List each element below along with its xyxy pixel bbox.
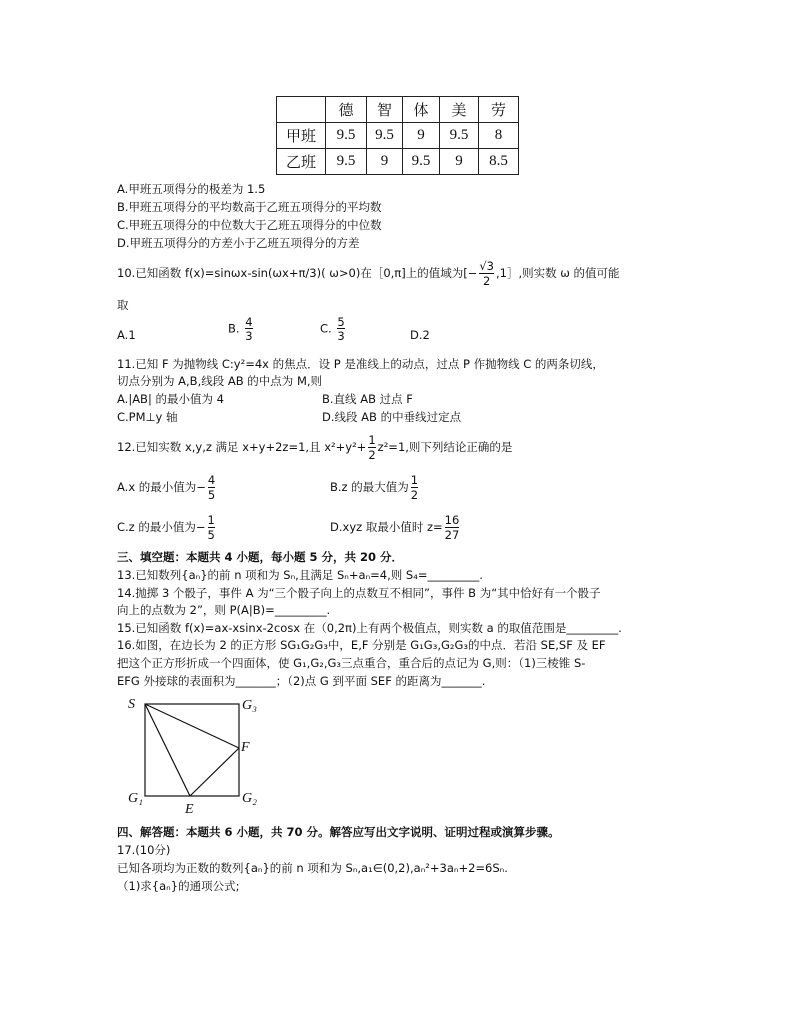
q10-option-b-den: 3: [245, 329, 253, 344]
label-g2: G₂: [242, 791, 257, 806]
table-cell: 9.5: [440, 123, 479, 149]
q12-option-a-den: 5: [207, 487, 216, 502]
q12-stem-b: z²=1,则下列结论正确的是: [377, 440, 513, 454]
q10-stem-b: ,1］,则实数 ω 的值可能: [495, 266, 620, 280]
q12-option-b-frac: [411, 474, 418, 500]
table-cell: 9.5: [326, 149, 367, 175]
label-s: S: [128, 697, 135, 712]
square-figure: [140, 700, 250, 810]
table-cell: 9.5: [403, 149, 440, 175]
q10-stem-a: 10.已知函数 f(x)=sinωx-sin(ωx+π/3)( ω>0)在［0,π]上的值域为[−: [117, 266, 478, 280]
q10-option-c-frac: [337, 316, 344, 342]
q12-option-c: [117, 508, 217, 546]
label-g3: G₃: [242, 698, 257, 713]
q12-half: [368, 434, 375, 460]
q12-option-b-label: B.z 的最大值为: [330, 480, 409, 494]
table-header-cell: [277, 97, 326, 123]
table-cell: 9: [367, 149, 403, 175]
q12-option-c-num: 1: [207, 513, 215, 528]
q10-option-b-frac: [245, 316, 252, 342]
q16-line1: 16.如图，在边长为 2 的正方形 SG₁G₂G₃中，E,F 分别是 G₁G₃,G₂G₃的中点．若沿 SE,SF 及 EF: [117, 638, 606, 652]
q12-stem-a: 12.已知实数 x,y,z 满足 x+y+2z=1,且 x²+y²+: [117, 440, 367, 454]
q10-option-c-num: 5: [337, 315, 345, 329]
q12-option-a: [117, 468, 217, 506]
q10-sqrt: √3: [479, 259, 494, 274]
table-cell: 9.5: [367, 123, 403, 149]
q9-option-d: D.甲班五项得分的方差小于乙班五项得分的方差: [117, 236, 360, 250]
q10-option-b-num: 4: [245, 315, 253, 329]
q10-den: 2: [479, 273, 494, 287]
section4-heading: 四、解答题：本题共 6 小题，共 70 分。解答应写出文字说明、证明过程或演算步骤。: [117, 825, 560, 839]
q15: 15.已知函数 f(x)=ax-xsinx-2cosx 在（0,2π)上有两个极值点，则实数 a 的取值范围是_________.: [117, 621, 622, 635]
q9-option-b: B.甲班五项得分的平均数高于乙班五项得分的平均数: [117, 200, 382, 214]
q12-stem: [117, 430, 512, 464]
table-header-row: [277, 97, 519, 123]
q12-option-c-label: C.z 的最小值为−: [117, 520, 206, 534]
q11-line1: 11.已知 F 为抛物线 C:y²=4x 的焦点．设 P 是准线上的动点，过点 P 作抛物线 C 的两条切线，: [117, 357, 604, 371]
q11-option-d: D.线段 AB 的中垂线过定点: [322, 410, 462, 424]
table-header-cell: 德: [326, 97, 367, 123]
q12-option-a-label: A.x 的最小值为−: [117, 480, 206, 494]
q11-option-b: B.直线 AB 过点 F: [322, 392, 413, 406]
table-row: [277, 123, 519, 149]
segment-se: [145, 704, 190, 796]
score-table: [276, 96, 519, 175]
table-header-cell: 智: [367, 97, 403, 123]
q12-option-a-num: 4: [207, 473, 216, 488]
table-cell: 8.5: [479, 149, 519, 175]
label-g1: G₁: [128, 791, 143, 806]
table-cell: 9.5: [326, 123, 367, 149]
q10-option-c-label: C.: [320, 321, 332, 336]
table-cell: 8: [479, 123, 519, 149]
q12-option-d-den: 27: [444, 527, 460, 542]
table-header-cell: 美: [440, 97, 479, 123]
q14-line1: 14.抛掷 3 个骰子，事件 A 为“三个骰子向上的点数互不相同”，事件 B 为“其中恰好有一个骰子: [117, 586, 601, 600]
q12-half-den: 2: [368, 447, 376, 462]
q10-stem-c: 取: [117, 298, 129, 312]
q12-option-c-den: 5: [207, 527, 215, 542]
segment-sf: [145, 704, 239, 748]
q17-line2: （1)求{aₙ}的通项公式;: [117, 879, 240, 893]
q12-option-a-frac: [208, 474, 215, 500]
q11-option-c: C.PM⊥y 轴: [117, 410, 178, 424]
q17-line1: 已知各项均为正数的数列{aₙ}的前 n 项和为 Sₙ,a₁∈(0,2),aₙ²+3aₙ+2=6Sₙ.: [117, 861, 508, 875]
segment-ef: [190, 748, 239, 796]
q12-option-b: [330, 468, 420, 506]
q10-option-a: A.1: [117, 328, 136, 342]
q12-option-b-num: 1: [410, 473, 419, 488]
q12-option-c-frac: [208, 514, 215, 540]
q16-line2: 把这个正方形折成一个四面体，使 G₁,G₂,G₃三点重合，重合后的点记为 G,则：（1)三棱锥 S-: [117, 656, 586, 670]
q14-line2: 向上的点数为 2”，则 P(A|B)=_________.: [117, 603, 331, 617]
q10-option-c-den: 3: [337, 329, 345, 344]
q12-option-b-den: 2: [410, 487, 419, 502]
q10-option-c: [320, 316, 347, 342]
q10-stem: [117, 256, 620, 290]
q12-option-d: [330, 508, 461, 546]
q9-option-c: C.甲班五项得分的中位数大于乙班五项得分的中位数: [117, 218, 382, 232]
table-cell: 甲班: [277, 123, 326, 149]
q11-line2: 切点分别为 A,B,线段 AB 的中点为 M,则: [117, 374, 323, 388]
table-header-cell: 体: [403, 97, 440, 123]
table-cell: 乙班: [277, 149, 326, 175]
q17-head: 17.(10分): [117, 843, 171, 857]
section3-heading: 三、填空题：本题共 4 小题，每小题 5 分，共 20 分．: [117, 550, 404, 564]
q12-half-num: 1: [368, 433, 376, 448]
q9-option-a: A.甲班五项得分的极差为 1.5: [117, 182, 266, 196]
table-row: [277, 149, 519, 175]
q10-option-b-label: B.: [228, 321, 240, 336]
q10-fraction: [479, 260, 494, 286]
q16-line3: EFG 外接球的表面积为_______；（2)点 G 到平面 SEF 的距离为_______.: [117, 674, 486, 688]
q10-option-d: D.2: [410, 328, 430, 342]
square-outline: [145, 704, 239, 796]
q12-option-d-num: 16: [444, 513, 460, 528]
label-f: F: [241, 740, 250, 755]
q12-option-d-label: D.xyz 取最小值时 z=: [330, 520, 443, 534]
table-cell: 9: [403, 123, 440, 149]
q10-option-b: [228, 316, 255, 342]
table-header-cell: 劳: [479, 97, 519, 123]
label-e: E: [185, 802, 194, 817]
q11-option-a: A.|AB| 的最小值为 4: [117, 392, 224, 406]
q13: 13.已知数列{aₙ}的前 n 项和为 Sₙ,且满足 Sₙ+aₙ=4,则 S₄=_________.: [117, 568, 483, 582]
q12-option-d-frac: [445, 514, 460, 540]
table-cell: 9: [440, 149, 479, 175]
